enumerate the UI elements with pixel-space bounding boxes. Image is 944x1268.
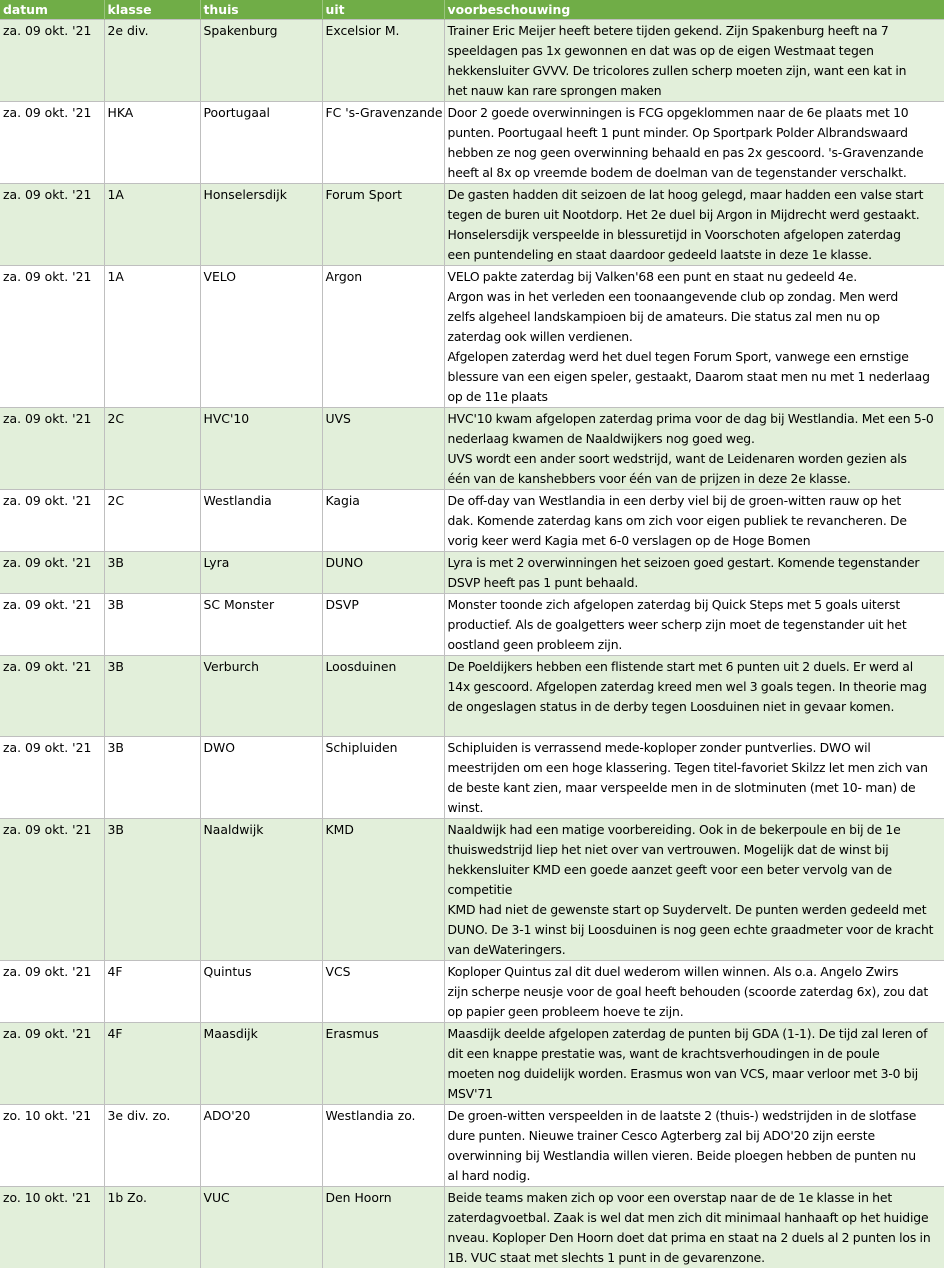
preview-line: vorig keer werd Kagia met 6-0 verslagen op de Hoge Bomen	[448, 531, 942, 551]
cell-thuis[interactable]: Lyra	[200, 552, 322, 594]
cell-datum[interactable]: za. 09 okt. '21	[0, 552, 104, 594]
preview-line: HVC'10 kwam afgelopen zaterdag prima voor de dag bij Westlandia. Met een 5-0	[448, 409, 942, 429]
preview-line: blessure van een eigen speler, gestaakt, Daarom staat men nu met 1 nederlaag	[448, 367, 942, 387]
cell-thuis[interactable]: Naaldwijk	[200, 819, 322, 961]
cell-uit[interactable]: Den Hoorn	[322, 1187, 444, 1268]
table-row	[0, 819, 944, 961]
preview-line: speeldagen pas 1x gewonnen en dat was op de eigen Westmaat tegen	[448, 41, 942, 61]
preview-line: een puntendeling en staat daardoor gedeeld laatste in deze 1e klasse.	[448, 245, 942, 265]
cell-thuis[interactable]: Spakenburg	[200, 20, 322, 102]
cell-klasse[interactable]: 4F	[104, 1023, 200, 1105]
cell-voorbeschouwing[interactable]	[444, 737, 944, 819]
cell-thuis[interactable]: Westlandia	[200, 490, 322, 552]
cell-voorbeschouwing[interactable]	[444, 961, 944, 1023]
cell-voorbeschouwing[interactable]	[444, 1187, 944, 1268]
cell-voorbeschouwing[interactable]	[444, 184, 944, 266]
cell-klasse[interactable]: 2e div.	[104, 20, 200, 102]
cell-uit[interactable]: FC 's-Gravenzande	[322, 102, 444, 184]
table-row	[0, 490, 944, 552]
preview-line: De groen-witten verspeelden in de laatste 2 (thuis-) wedstrijden in de slotfase	[448, 1106, 942, 1126]
preview-line: dit een knappe prestatie was, want de krachtsverhoudingen in de poule	[448, 1044, 942, 1064]
cell-uit[interactable]: KMD	[322, 819, 444, 961]
preview-line: zaterdag ook willen verdienen.	[448, 327, 942, 347]
cell-datum[interactable]: za. 09 okt. '21	[0, 184, 104, 266]
cell-datum[interactable]: za. 09 okt. '21	[0, 20, 104, 102]
cell-datum[interactable]: za. 09 okt. '21	[0, 1023, 104, 1105]
cell-datum[interactable]: za. 09 okt. '21	[0, 594, 104, 656]
cell-thuis[interactable]: SC Monster	[200, 594, 322, 656]
cell-uit[interactable]: Erasmus	[322, 1023, 444, 1105]
cell-uit[interactable]: Kagia	[322, 490, 444, 552]
table-row	[0, 1187, 944, 1268]
preview-line: Naaldwijk had een matige voorbereiding. Ook in de bekerpoule en bij de 1e	[448, 820, 942, 840]
preview-line: 14x gescoord. Afgelopen zaterdag kreed men wel 3 goals tegen. In theorie mag	[448, 677, 942, 697]
preview-line: VELO pakte zaterdag bij Valken'68 een punt en staat nu gedeeld 4e.	[448, 267, 942, 287]
cell-uit[interactable]: VCS	[322, 961, 444, 1023]
cell-uit[interactable]: UVS	[322, 408, 444, 490]
table-row	[0, 408, 944, 490]
preview-line: moeten nog duidelijk worden. Erasmus won van VCS, maar verloor met 3-0 bij	[448, 1064, 942, 1084]
cell-thuis[interactable]: Verburch	[200, 656, 322, 737]
cell-voorbeschouwing[interactable]	[444, 819, 944, 961]
cell-datum[interactable]: zo. 10 okt. '21	[0, 1105, 104, 1187]
table-row	[0, 961, 944, 1023]
table-row	[0, 737, 944, 819]
preview-line: hebben ze nog geen overwinning behaald en pas 2x gescoord. 's-Gravenzande	[448, 143, 942, 163]
cell-klasse[interactable]: 3B	[104, 819, 200, 961]
cell-uit[interactable]: Loosduinen	[322, 656, 444, 737]
preview-line: Schipluiden is verrassend mede-koploper zonder puntverlies. DWO wil	[448, 738, 942, 758]
preview-line: hekkensluiter GVVV. De tricolores zullen scherp moeten zijn, want een kat in	[448, 61, 942, 81]
table-row	[0, 1105, 944, 1187]
table-row	[0, 656, 944, 737]
preview-line: DSVP heeft pas 1 punt behaald.	[448, 573, 942, 593]
preview-line: meestrijden om een hoge klassering. Tegen titel-favoriet Skilzz let men zich van	[448, 758, 942, 778]
preview-line: winst.	[448, 798, 942, 818]
table-row	[0, 184, 944, 266]
cell-thuis[interactable]: HVC'10	[200, 408, 322, 490]
cell-klasse[interactable]: 1b Zo.	[104, 1187, 200, 1268]
cell-datum[interactable]: za. 09 okt. '21	[0, 266, 104, 408]
header-row	[0, 0, 944, 20]
preview-line: Lyra is met 2 overwinningen het seizoen goed gestart. Komende tegenstander	[448, 553, 942, 573]
table-body	[0, 20, 944, 1268]
cell-voorbeschouwing[interactable]	[444, 102, 944, 184]
preview-line: zelfs algeheel landskampioen bij de amateurs. Die status zal men nu op	[448, 307, 942, 327]
cell-voorbeschouwing[interactable]	[444, 266, 944, 408]
preview-line: op de 11e plaats	[448, 387, 942, 407]
cell-thuis[interactable]: Maasdijk	[200, 1023, 322, 1105]
preview-line: Honselersdijk verspeelde in blessuretijd in Voorschoten afgelopen zaterdag	[448, 225, 942, 245]
preview-line: oostland geen probleem zijn.	[448, 635, 942, 655]
cell-datum[interactable]: za. 09 okt. '21	[0, 961, 104, 1023]
cell-klasse[interactable]: 3e div. zo.	[104, 1105, 200, 1187]
cell-uit[interactable]: Excelsior M.	[322, 20, 444, 102]
preview-line: 1B. VUC staat met slechts 1 punt in de gevarenzone.	[448, 1248, 942, 1268]
header-voorbeschouwing[interactable]: voorbeschouwing	[444, 0, 944, 20]
preview-line: heeft al 8x op vreemde bodem de doelman van de tegenstander verschalkt.	[448, 163, 942, 183]
cell-klasse[interactable]: 3B	[104, 552, 200, 594]
cell-voorbeschouwing[interactable]	[444, 490, 944, 552]
cell-datum[interactable]: za. 09 okt. '21	[0, 737, 104, 819]
preview-line: De off-day van Westlandia in een derby viel bij de groen-witten rauw op het	[448, 491, 942, 511]
cell-datum[interactable]: za. 09 okt. '21	[0, 408, 104, 490]
cell-uit[interactable]: Schipluiden	[322, 737, 444, 819]
table-row	[0, 266, 944, 408]
cell-datum[interactable]: za. 09 okt. '21	[0, 102, 104, 184]
preview-line: één van de kanshebbers voor één van de prijzen in deze 2e klasse.	[448, 469, 942, 489]
table-row	[0, 1023, 944, 1105]
cell-klasse[interactable]: 3B	[104, 737, 200, 819]
preview-line: hekkensluiter KMD een goede aanzet geeft voor een beter vervolg van de	[448, 860, 942, 880]
preview-line: overwinning bij Westlandia willen vieren. Beide ploegen hebben de punten nu	[448, 1146, 942, 1166]
cell-voorbeschouwing[interactable]	[444, 1023, 944, 1105]
header-uit[interactable]: uit	[322, 0, 444, 20]
preview-line: productief. Als de goalgetters weer scherp zijn moet de tegenstander uit het	[448, 615, 942, 635]
cell-thuis[interactable]: VUC	[200, 1187, 322, 1268]
preview-line: het nauw kan rare sprongen maken	[448, 81, 942, 101]
cell-klasse[interactable]: 1A	[104, 266, 200, 408]
cell-voorbeschouwing[interactable]	[444, 656, 944, 737]
preview-line: punten. Poortugaal heeft 1 punt minder. Op Sportpark Polder Albrandswaard	[448, 123, 942, 143]
table-row	[0, 102, 944, 184]
preview-line: Maasdijk deelde afgelopen zaterdag de punten bij GDA (1-1). De tijd zal leren of	[448, 1024, 942, 1044]
preview-line: dak. Komende zaterdag kans om zich voor eigen publiek te revancheren. De	[448, 511, 942, 531]
preview-line: nederlaag kwamen de Naaldwijkers nog goed weg.	[448, 429, 942, 449]
preview-line: Trainer Eric Meijer heeft betere tijden gekend. Zijn Spakenburg heeft na 7	[448, 21, 942, 41]
cell-thuis[interactable]: Quintus	[200, 961, 322, 1023]
preview-line: thuiswedstrijd liep het niet over van vertrouwen. Mogelijk dat de winst bij	[448, 840, 942, 860]
cell-datum[interactable]: za. 09 okt. '21	[0, 490, 104, 552]
cell-uit[interactable]: Forum Sport	[322, 184, 444, 266]
preview-line: van deWateringers.	[448, 940, 942, 960]
preview-line: MSV'71	[448, 1084, 942, 1104]
preview-line: DUNO. De 3-1 winst bij Loosduinen is nog geen echte graadmeter voor de kracht	[448, 920, 942, 940]
cell-klasse[interactable]: 1A	[104, 184, 200, 266]
preview-line: Monster toonde zich afgelopen zaterdag bij Quick Steps met 5 goals uiterst	[448, 595, 942, 615]
header-thuis[interactable]: thuis	[200, 0, 322, 20]
cell-voorbeschouwing[interactable]	[444, 408, 944, 490]
table-row	[0, 20, 944, 102]
cell-thuis[interactable]: DWO	[200, 737, 322, 819]
cell-voorbeschouwing[interactable]	[444, 20, 944, 102]
preview-line: KMD had niet de gewenste start op Suydervelt. De punten werden gedeeld met	[448, 900, 942, 920]
cell-klasse[interactable]: 2C	[104, 490, 200, 552]
cell-datum[interactable]: za. 09 okt. '21	[0, 819, 104, 961]
cell-klasse[interactable]: 4F	[104, 961, 200, 1023]
preview-line: de beste kant zien, maar verspeelde men in de slotminuten (met 10- man) de	[448, 778, 942, 798]
preview-line: De Poeldijkers hebben een flistende start met 6 punten uit 2 duels. Er werd al	[448, 657, 942, 677]
table-row	[0, 552, 944, 594]
table-row	[0, 594, 944, 656]
preview-line: de ongeslagen status in de derby tegen Loosduinen niet in gevaar komen.	[448, 697, 942, 717]
preview-line: UVS wordt een ander soort wedstrijd, want de Leidenaren worden gezien als	[448, 449, 942, 469]
preview-line: Afgelopen zaterdag werd het duel tegen Forum Sport, vanwege een ernstige	[448, 347, 942, 367]
cell-thuis[interactable]: Honselersdijk	[200, 184, 322, 266]
cell-datum[interactable]: zo. 10 okt. '21	[0, 1187, 104, 1268]
cell-klasse[interactable]: HKA	[104, 102, 200, 184]
preview-line: op papier geen probleem hoeve te zijn.	[448, 1002, 942, 1022]
cell-voorbeschouwing[interactable]	[444, 552, 944, 594]
preview-line: zaterdagvoetbal. Zaak is wel dat men zich dit minimaal hanhaaft op het huidige	[448, 1208, 942, 1228]
cell-thuis[interactable]: ADO'20	[200, 1105, 322, 1187]
preview-line: dure punten. Nieuwe trainer Cesco Agterberg zal bij ADO'20 zijn eerste	[448, 1126, 942, 1146]
cell-thuis[interactable]: Poortugaal	[200, 102, 322, 184]
preview-line: tegen de buren uit Nootdorp. Het 2e duel bij Argon in Mijdrecht werd gestaakt.	[448, 205, 942, 225]
cell-voorbeschouwing[interactable]	[444, 1105, 944, 1187]
cell-uit[interactable]: Westlandia zo.	[322, 1105, 444, 1187]
preview-line: nveau. Koploper Den Hoorn doet dat prima en staat na 2 duels al 2 punten los in	[448, 1228, 942, 1248]
header-klasse[interactable]: klasse	[104, 0, 200, 20]
cell-klasse[interactable]: 2C	[104, 408, 200, 490]
header-datum[interactable]: datum	[0, 0, 104, 20]
cell-uit[interactable]: Argon	[322, 266, 444, 408]
cell-klasse[interactable]: 3B	[104, 656, 200, 737]
preview-line: Argon was in het verleden een toonaangevende club op zondag. Men werd	[448, 287, 942, 307]
preview-line: De gasten hadden dit seizoen de lat hoog gelegd, maar hadden een valse start	[448, 185, 942, 205]
cell-uit[interactable]: DUNO	[322, 552, 444, 594]
preview-line: zijn scherpe neusje voor de goal heeft behouden (scoorde zaterdag 6x), zou dat	[448, 982, 942, 1002]
cell-thuis[interactable]: VELO	[200, 266, 322, 408]
preview-line: competitie	[448, 880, 942, 900]
cell-klasse[interactable]: 3B	[104, 594, 200, 656]
cell-voorbeschouwing[interactable]	[444, 594, 944, 656]
cell-uit[interactable]: DSVP	[322, 594, 444, 656]
preview-line: Koploper Quintus zal dit duel wederom willen winnen. Als o.a. Angelo Zwirs	[448, 962, 942, 982]
preview-line: al hard nodig.	[448, 1166, 942, 1186]
preview-line: Door 2 goede overwinningen is FCG opgeklommen naar de 6e plaats met 10	[448, 103, 942, 123]
cell-datum[interactable]: za. 09 okt. '21	[0, 656, 104, 737]
preview-line: Beide teams maken zich op voor een overstap naar de de 1e klasse in het	[448, 1188, 942, 1208]
